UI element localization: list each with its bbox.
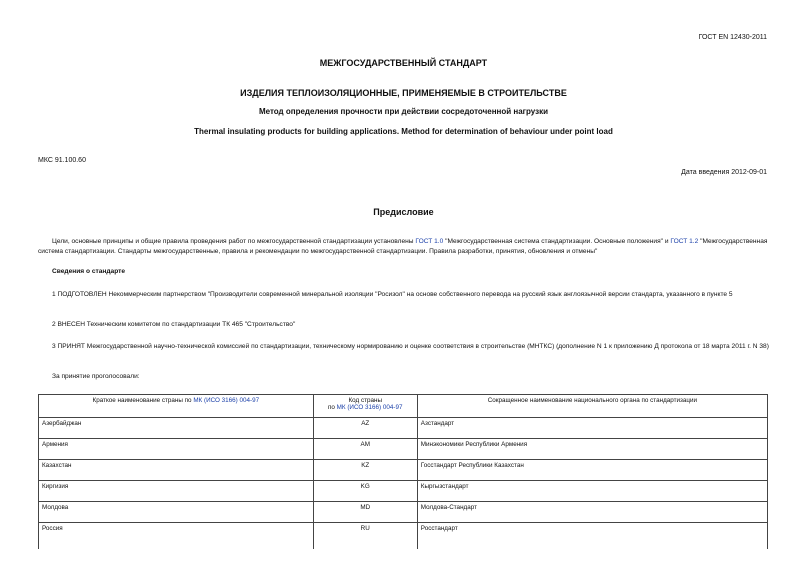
- header-code: [313, 395, 417, 418]
- country-cell: Киргизия: [39, 481, 314, 502]
- info-item-3: 3 ПРИНЯТ Межгосударственной научно-технической комиссией по стандартизации, техническому нормированию и оценке соответствия в строительстве (МНТКС) (дополнение N 1 к приложению Д протокола от 18 марта 2011 г. N 38): [52, 343, 769, 350]
- mk-iso-link-2[interactable]: МК (ИСО 3166) 004-97: [336, 404, 403, 411]
- header-code-line1: Код страны: [348, 397, 382, 404]
- org-cell: Молдова-Стандарт: [417, 502, 767, 523]
- country-cell: Казахстан: [39, 460, 314, 481]
- preface-text-1: Цели, основные принципы и общие правила проведения работ по межгосударственной стандартизации установлены: [52, 238, 416, 245]
- table-row: [39, 523, 768, 550]
- mk-iso-link[interactable]: МК (ИСО 3166) 004-97: [193, 397, 260, 404]
- preface-heading: Предисловие: [373, 207, 434, 217]
- header-org: Сокращенное наименование национального органа по стандартизации: [417, 395, 767, 418]
- preface-text-3: "Межгосударственная система стандартизации. Стандарты межгосударственные, правила и рекомендации по межгосударственной стандартизации. Правила разработки, принятия, обновления и отмены": [38, 238, 768, 255]
- standard-type: МЕЖГОСУДАРСТВЕННЫЙ СТАНДАРТ: [319, 58, 488, 68]
- table-row: [39, 439, 768, 460]
- voting-table: [38, 394, 768, 549]
- info-item-2: 2 ВНЕСЕН Техническим комитетом по стандартизации ТК 465 "Строительство": [52, 321, 296, 328]
- title-ru: ИЗДЕЛИЯ ТЕПЛОИЗОЛЯЦИОННЫЕ, ПРИМЕНЯЕМЫЕ В СТРОИТЕЛЬСТВЕ: [240, 88, 567, 98]
- gost-1-0-link[interactable]: ГОСТ 1.0: [415, 238, 444, 245]
- code-cell: AM: [313, 439, 417, 460]
- header-code-text: по: [327, 404, 337, 411]
- country-cell: Россия: [39, 523, 314, 550]
- code-cell: KZ: [313, 460, 417, 481]
- country-cell: Азербайджан: [39, 418, 314, 439]
- code-cell: AZ: [313, 418, 417, 439]
- header-country-text: Краткое наименование страны по: [92, 397, 194, 404]
- mks-code: МКС 91.100.60: [38, 157, 86, 164]
- table-row: [39, 418, 768, 439]
- country-cell: Армения: [39, 439, 314, 460]
- table-header-row: [39, 395, 768, 418]
- country-cell: Молдова: [39, 502, 314, 523]
- org-cell: Азстандарт: [417, 418, 767, 439]
- code-cell: MD: [313, 502, 417, 523]
- preface-paragraph: [38, 237, 773, 257]
- subtitle-ru: Метод определения прочности при действии сосредоточенной нагрузки: [258, 107, 549, 116]
- intro-date: Дата введения 2012-09-01: [681, 169, 767, 176]
- code-cell: KG: [313, 481, 417, 502]
- table-row: [39, 481, 768, 502]
- voted-label: За принятие проголосовали:: [52, 373, 140, 380]
- org-cell: Госстандарт Республики Казахстан: [417, 460, 767, 481]
- table-row: [39, 460, 768, 481]
- org-cell: Росстандарт: [417, 523, 767, 550]
- table-row: [39, 502, 768, 523]
- title-en: Thermal insulating products for building applications. Method for determination of behaviour under point load: [194, 127, 613, 136]
- gost-1-2-link[interactable]: ГОСТ 1.2: [670, 238, 699, 245]
- standard-info-heading: Сведения о стандарте: [52, 268, 126, 275]
- header-country: [39, 395, 314, 418]
- document-code: ГОСТ EN 12430-2011: [698, 34, 767, 41]
- info-item-1: 1 ПОДГОТОВЛЕН Некоммерческим партнерством "Производители современной минеральной изоляции "Росизол" на основе собственного перевода на русский язык англоязычной версии стандарта, указанного в пункте 5: [52, 291, 733, 298]
- preface-text-2: "Межгосударственная система стандартизации. Основные положения" и: [443, 238, 671, 245]
- org-cell: Минэкономики Республики Армения: [417, 439, 767, 460]
- org-cell: Кыргызстандарт: [417, 481, 767, 502]
- code-cell: RU: [313, 523, 417, 550]
